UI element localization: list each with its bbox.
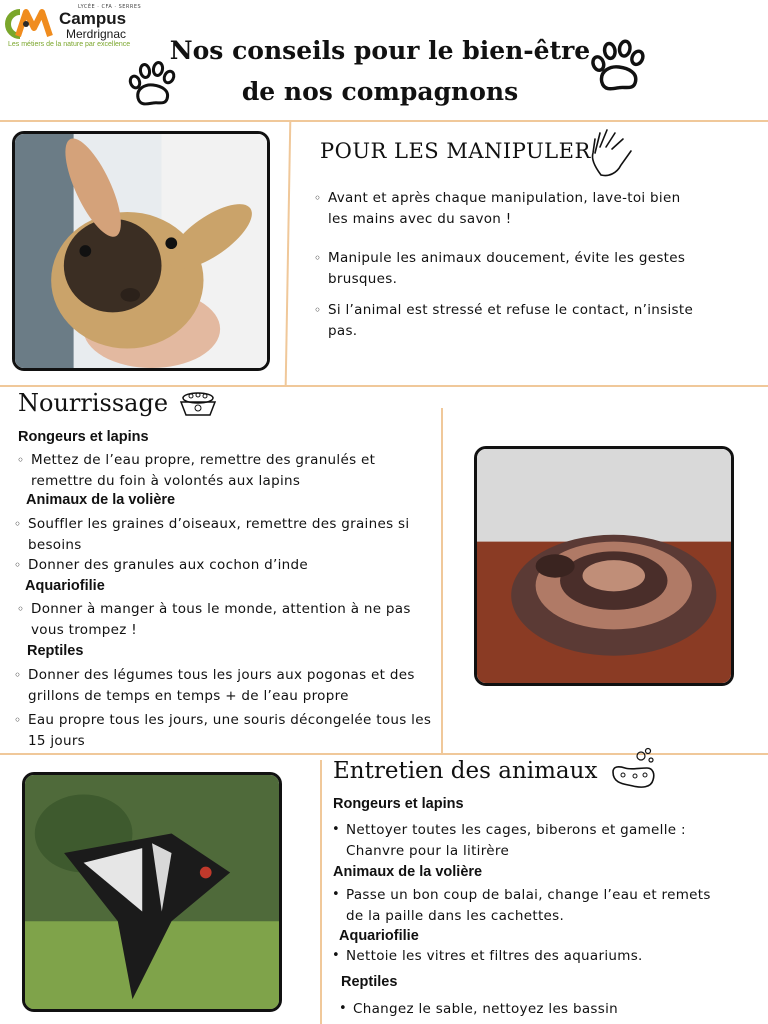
divider xyxy=(441,408,443,753)
logo-city: Merdrignac xyxy=(66,27,127,41)
sponge-icon xyxy=(609,746,659,796)
nourrissage-subheading-aquariofilie: Aquariofilie xyxy=(25,578,105,594)
list-item: ◦ Eau propre tous les jours, une souris décongelée tous les 15 jours xyxy=(14,710,434,751)
manipuler-list xyxy=(314,188,699,341)
divider xyxy=(0,385,768,387)
list-item: ◦ Donner des légumes tous les jours aux pogonas et des grillons de temps en temps + de l’eau propre xyxy=(14,665,434,706)
entretien-list-reptiles xyxy=(339,999,749,1020)
list-item: • Nettoie les vitres et filtres des aquariums. xyxy=(332,946,742,967)
entretien-subheading-rongeurs: Rongeurs et lapins xyxy=(333,796,464,812)
nourrissage-list-aquariofilie xyxy=(17,599,412,640)
paw-icon xyxy=(126,58,180,112)
food-bowl-icon xyxy=(177,390,219,418)
nourrissage-subheading-rongeurs: Rongeurs et lapins xyxy=(18,429,149,445)
entretien-subheading-voliere: Animaux de la volière xyxy=(333,864,483,880)
rabbit-photo xyxy=(12,131,270,371)
logo-campus: Campus xyxy=(59,9,127,28)
list-item: ◦ Souffler les graines d’oiseaux, remettre des graines si besoins xyxy=(14,514,439,555)
list-item: • Nettoyer toutes les cages, biberons et gamelle : Chanvre pour la litirère xyxy=(332,820,742,861)
divider xyxy=(285,120,291,385)
logo-tagline: LYCÉE · CFA · SERRES xyxy=(78,4,142,10)
entretien-heading: Entretien des animaux xyxy=(333,758,598,784)
entretien-list-aquariofilie xyxy=(332,946,742,967)
list-item: ◦ Si l’animal est stressé et refuse le contact, n’insiste pas. xyxy=(314,300,699,341)
logo-subtitle: Les métiers de la nature par excellence xyxy=(8,41,131,48)
manipuler-heading: POUR LES MANIPULER xyxy=(320,139,591,163)
list-item: ◦ Mettez de l’eau propre, remettre des granulés et remettre du foin à volontés aux lapins xyxy=(17,450,427,491)
divider xyxy=(320,760,322,1024)
nourrissage-list-reptiles xyxy=(14,665,434,751)
nourrissage-subheading-reptiles: Reptiles xyxy=(27,643,84,659)
entretien-list-voliere xyxy=(332,885,727,926)
list-item: ◦ Avant et après chaque manipulation, lave-toi bien les mains avec du savon ! xyxy=(314,188,699,229)
paw-icon xyxy=(588,36,650,98)
list-item: • Passe un bon coup de balai, change l’eau et remets de la paille dans les cachettes. xyxy=(332,885,727,926)
nourrissage-heading: Nourrissage xyxy=(18,389,169,417)
list-item: ◦ Donner des granules aux cochon d’inde xyxy=(14,555,439,576)
campus-logo-mark xyxy=(4,8,56,40)
list-item: ◦ Manipule les animaux doucement, évite les gestes brusques. xyxy=(314,248,699,289)
entretien-list-rongeurs xyxy=(332,820,742,861)
list-item: ◦ Donner à manger à tous le monde, attention à ne pas vous trompez ! xyxy=(17,599,412,640)
page-title-line-1: Nos conseils pour le bien-être xyxy=(169,36,591,65)
hand-icon xyxy=(587,127,635,179)
nourrissage-subheading-voliere: Animaux de la volière xyxy=(26,492,176,508)
list-item: • Changez le sable, nettoyez les bassin xyxy=(339,999,749,1020)
divider xyxy=(0,120,768,122)
nourrissage-list-rongeurs xyxy=(17,450,427,491)
snake-photo xyxy=(474,446,734,686)
page-title xyxy=(140,30,620,112)
entretien-subheading-aquariofilie: Aquariofilie xyxy=(339,928,419,944)
page-title-line-2: de nos compagnons xyxy=(241,77,519,106)
nourrissage-list-voliere xyxy=(14,514,439,576)
entretien-subheading-reptiles: Reptiles xyxy=(341,974,398,990)
fish-photo xyxy=(22,772,282,1012)
